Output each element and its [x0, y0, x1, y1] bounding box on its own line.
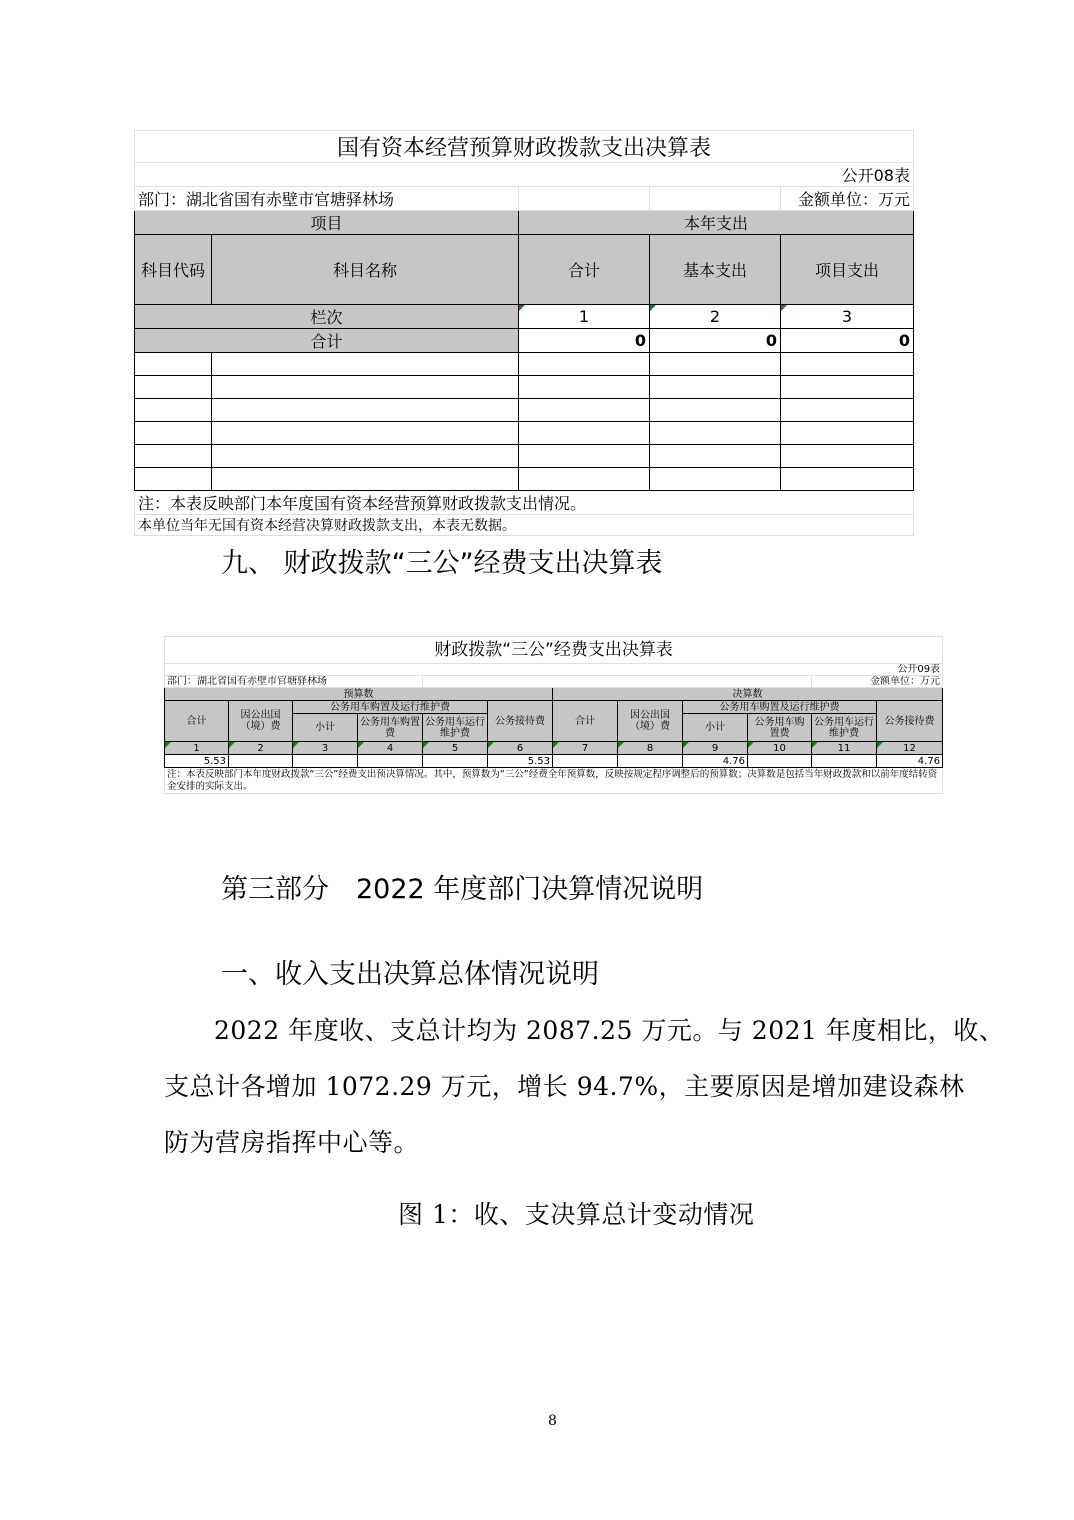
- three-public-expense-table: [164, 636, 943, 794]
- table2-value: [618, 755, 683, 768]
- table-row: [135, 445, 914, 468]
- table2-budget-reception: 公务接待费: [488, 701, 553, 742]
- table2-department: 部门：湖北省国有赤壁市官塘驿林场: [165, 676, 423, 688]
- table2-value: 5.53: [488, 755, 553, 768]
- table2-budget-car-group: 公务用车购置及运行维护费: [293, 701, 488, 714]
- table2-value: 4.76: [877, 755, 943, 768]
- table2-final-total: 合计: [553, 701, 618, 742]
- table2-seq: 2: [229, 742, 293, 755]
- table1-seq-3: 3: [781, 305, 914, 329]
- table2-seq: 6: [488, 742, 553, 755]
- table1-note2: 本单位当年无国有资本经营决算财政拨款支出，本表无数据。: [135, 515, 914, 536]
- table1-col-basic: 基本支出: [650, 235, 781, 305]
- table2-final-car-run: 公务用车运行维护费: [812, 714, 877, 742]
- table2-budget-total: 合计: [165, 701, 229, 742]
- table1-note1: 注：本表反映部门本年度国有资本经营预算财政拨款支出情况。: [135, 491, 914, 515]
- table2-value: [229, 755, 293, 768]
- table2-final-abroad: 因公出国（境）费: [618, 701, 683, 742]
- table-row: [135, 399, 914, 422]
- table2-unit: 金额单位：万元: [812, 676, 943, 688]
- paragraph-line-2: 支总计各增加 1072.29 万元，增长 94.7%，主要原因是增加建设森林: [164, 1072, 965, 1101]
- table1-department: 部门：湖北省国有赤壁市官塘驿林场: [135, 187, 519, 211]
- table1-code: 公开08表: [135, 163, 914, 187]
- table2-seq: 3: [293, 742, 358, 755]
- table1-total-3: 0: [781, 329, 914, 353]
- table1-title: 国有资本经营预算财政拨款支出决算表: [135, 131, 914, 163]
- table2-budget-car-buy: 公务用车购置费: [358, 714, 423, 742]
- table1-header-item: 项目: [135, 211, 519, 235]
- table1-total-label: 合计: [135, 329, 519, 353]
- table2-final-subtotal: 小计: [683, 714, 748, 742]
- state-capital-expense-table: [134, 130, 914, 536]
- table1-seq-2: 2: [650, 305, 781, 329]
- table2-title: 财政拨款“三公”经费支出决算表: [165, 637, 943, 664]
- table1-col-code: 科目代码: [135, 235, 212, 305]
- table2-value: [423, 755, 488, 768]
- paragraph-line-3: 防为营房指挥中心等。: [164, 1128, 420, 1157]
- table1-total-2: 0: [650, 329, 781, 353]
- figure-caption: 图 1：收、支决算总计变动情况: [398, 1200, 755, 1229]
- table2-value: 4.76: [683, 755, 748, 768]
- section1-heading: 一、收入支出决算总体情况说明: [221, 959, 599, 990]
- table2-seq: 8: [618, 742, 683, 755]
- table2-value: 5.53: [165, 755, 229, 768]
- table2-budget-abroad: 因公出国（境）费: [229, 701, 293, 742]
- table1-total-1: 0: [519, 329, 650, 353]
- table2-budget-car-run: 公务用车运行维护费: [423, 714, 488, 742]
- table1-col-total: 合计: [519, 235, 650, 305]
- table2-final-car-group: 公务用车购置及运行维护费: [683, 701, 877, 714]
- table2-value: [812, 755, 877, 768]
- table2-final-header: 决算数: [553, 688, 943, 701]
- table1-header-year-expense: 本年支出: [519, 211, 914, 235]
- table2-seq: 1: [165, 742, 229, 755]
- table1-col-name: 科目名称: [212, 235, 519, 305]
- table2-value: [358, 755, 423, 768]
- table1-seq-1: 1: [519, 305, 650, 329]
- table2-seq: 10: [748, 742, 812, 755]
- table2-value: [293, 755, 358, 768]
- table-row: [135, 422, 914, 445]
- section9-heading: 九、 财政拨款“三公”经费支出决算表: [221, 548, 663, 579]
- table2-value: [748, 755, 812, 768]
- table2-final-reception: 公务接待费: [877, 701, 943, 742]
- table2-seq: 7: [553, 742, 618, 755]
- table1-seq-label: 栏次: [135, 305, 519, 329]
- table2-budget-subtotal: 小计: [293, 714, 358, 742]
- table2-seq: 11: [812, 742, 877, 755]
- table2-seq: 9: [683, 742, 748, 755]
- table-row: [135, 468, 914, 491]
- table2-seq: 5: [423, 742, 488, 755]
- table2-budget-header: 预算数: [165, 688, 553, 701]
- table-row: [135, 353, 914, 376]
- table2-note: 注：本表反映部门本年度财政拨款“三公”经费支出预决算情况。其中，预算数为“三公”经费全年预算数，反映按规定程序调整后的预算数；决算数是包括当年财政拨款和以前年度结转资金安排的实际支出。: [165, 768, 943, 794]
- table2-value: [553, 755, 618, 768]
- table1-unit: 金额单位：万元: [781, 187, 914, 211]
- table2-seq: 4: [358, 742, 423, 755]
- table2-final-car-buy: 公务用车购置费: [748, 714, 812, 742]
- table2-seq: 12: [877, 742, 943, 755]
- paragraph-line-1: 2022 年度收、支总计均为 2087.25 万元。与 2021 年度相比，收、: [214, 1016, 1005, 1045]
- page-number: 8: [548, 1413, 557, 1429]
- part3-heading: 第三部分 2022 年度部门决算情况说明: [221, 874, 704, 905]
- table-row: [135, 376, 914, 399]
- table1-col-project: 项目支出: [781, 235, 914, 305]
- table2-code: 公开09表: [165, 664, 943, 676]
